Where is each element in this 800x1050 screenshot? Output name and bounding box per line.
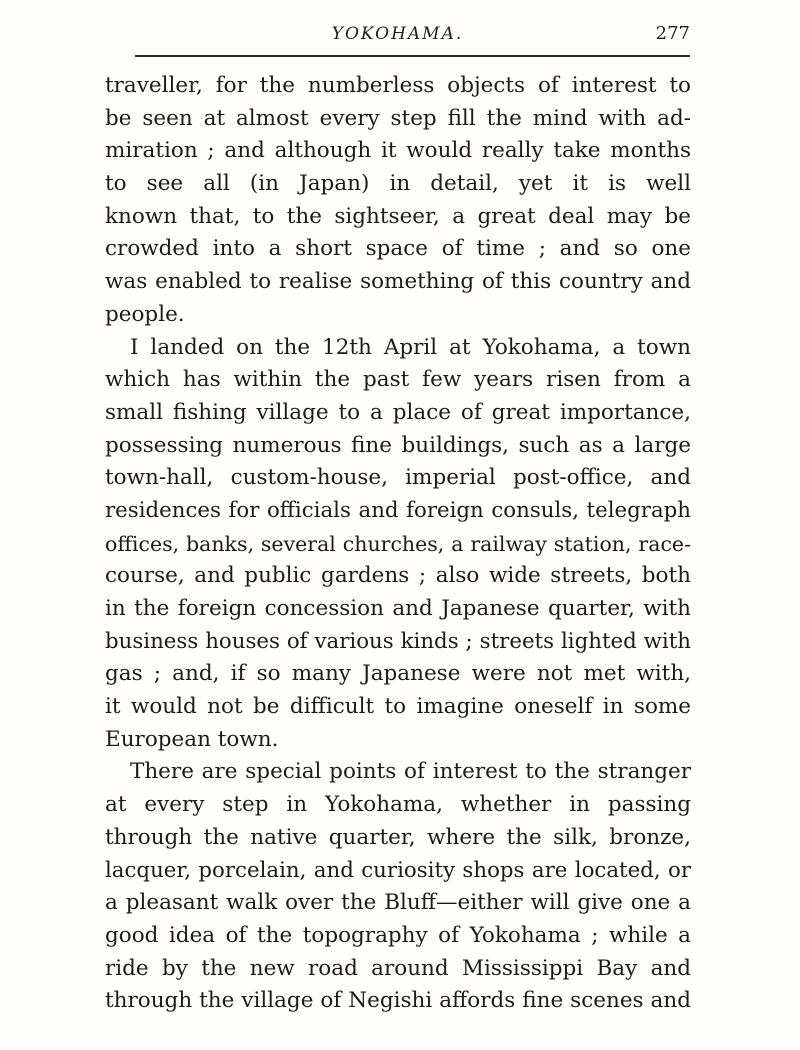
- text-line: be seen at almost every step fill the mind with ad-: [105, 105, 691, 131]
- text-line: through the native quarter, where the silk, bronze,: [105, 824, 691, 850]
- text-line: residences for officials and foreign consuls, telegraph: [105, 497, 691, 523]
- running-title: YOKOHAMA.: [331, 24, 464, 44]
- text-line: it would not be difficult to imagine oneself in some: [105, 694, 691, 720]
- text-line: to see all (in Japan) in detail, yet it is well: [105, 171, 691, 197]
- body-text: [105, 70, 691, 1018]
- text-line: good idea of the topography of Yokohama ; while a: [105, 922, 691, 948]
- text-line: traveller, for the numberless objects of interest to: [105, 73, 691, 98]
- text-line: in the foreign concession and Japanese quarter, with: [105, 596, 691, 621]
- text-line: European town.: [105, 726, 279, 752]
- text-line: town-hall, custom-house, imperial post-office, and: [105, 465, 691, 491]
- paragraph-start-line: I landed on the 12th April at Yokohama, a town: [130, 334, 691, 360]
- text-line: miration ; and although it would really take months: [105, 138, 691, 164]
- text-line: a pleasant walk over the Bluff—either will give one a: [105, 890, 691, 916]
- text-line: at every step in Yokohama, whether in passing: [105, 792, 691, 818]
- text-line: lacquer, porcelain, and curiosity shops are located, or: [105, 857, 691, 883]
- paragraph-start-line: There are special points of interest to the stranger: [130, 759, 691, 785]
- text-line: course, and public gardens ; also wide streets, both: [105, 563, 691, 589]
- text-line: which has within the past few years risen from a: [105, 367, 691, 393]
- text-line: offices, banks, several churches, a railway station, race-: [105, 531, 691, 556]
- text-line: gas ; and, if so many Japanese were not met with,: [105, 661, 691, 687]
- page-number: 277: [655, 23, 690, 44]
- text-line: ride by the new road around Mississippi Bay and: [105, 955, 691, 981]
- text-line: business houses of various kinds ; streets lighted with: [105, 628, 691, 654]
- text-line: possessing numerous fine buildings, such as a large: [105, 432, 691, 458]
- running-head: [105, 18, 690, 54]
- text-line: through the village of Negishi affords fine scenes and: [105, 988, 691, 1014]
- text-line: people.: [105, 301, 185, 327]
- header-rule: [135, 55, 690, 57]
- text-line: crowded into a short space of time ; and so one: [105, 236, 691, 262]
- text-line: was enabled to realise something of this country and: [105, 269, 691, 295]
- text-line: known that, to the sightseer, a great deal may be: [105, 203, 691, 229]
- text-line: small fishing village to a place of great importance,: [105, 399, 691, 425]
